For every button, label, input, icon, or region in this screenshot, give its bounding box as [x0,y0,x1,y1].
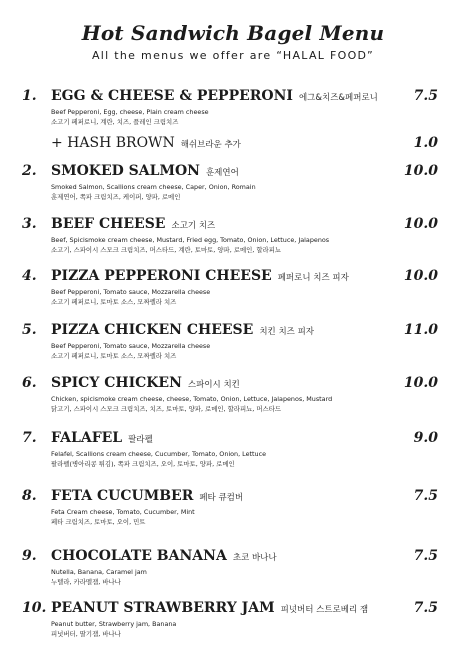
item-description: Peanut butter, Strawberry jam, Banana [51,620,177,628]
item-description: Beef Pepperoni, Egg, cheese, Plain cream cheese [51,108,209,116]
item-description-korean: 소고기 페퍼로니, 계란, 치즈, 플레인 크림치즈 [51,118,179,126]
item-number: 2. [22,163,37,179]
item-description: Beef, Spicismoke cream cheese, Mustard, Fried egg, Tomato, Onion, Lettuce, Jalapenos [51,236,330,244]
item-price: 7.5 [413,488,438,504]
item-name: PIZZA CHICKEN CHEESE 치킨 치즈 피자 [51,322,314,338]
item-description-korean: 페타 크림치즈, 토마토, 오이, 민트 [51,518,146,526]
item-price: 10.0 [403,268,438,284]
item-description: Beef Pepperoni, Tomato sauce, Mozzarella cheese [51,342,211,350]
item-name: PIZZA PEPPERONI CHEESE 페퍼로니 치즈 피자 [51,268,349,284]
item-name: SMOKED SALMON 훈제연어 [51,163,239,179]
item-name: PEANUT STRAWBERRY JAM 피넛버터 스트로베리 잼 [51,600,369,616]
item-description-korean: 소고기 페퍼로니, 토마토 소스, 모짜렐라 치즈 [51,352,177,360]
item-name: FALAFEL 팔라펠 [51,430,153,446]
item-price: 11.0 [403,322,438,338]
addon-price: 1.0 [413,135,438,151]
item-description: Felafel, Scallions cream cheese, Cucumber, Tomato, Onion, Lettuce [51,450,267,458]
item-name-korean: 에그&치즈&페퍼로니 [298,93,378,103]
item-name-korean: 페타 큐컴버 [199,493,244,503]
item-number: 5. [22,322,37,338]
item-price: 7.5 [413,88,438,104]
item-price: 7.5 [413,600,438,616]
item-name-korean: 치킨 치즈 피자 [259,327,314,337]
item-description-korean: 누텔라, 카라멜잼, 바나나 [51,578,121,586]
item-description-korean: 피넛버터, 딸기잼, 바나나 [51,630,121,638]
item-name-korean: 소고기 치즈 [171,221,216,231]
menu-title: Hot Sandwich Bagel Menu [81,21,385,45]
item-name-korean: 피넛버터 스트로베리 잼 [280,605,369,615]
item-description: Feta Cream cheese, Tomato, Cucumber, Mint [51,508,195,516]
item-name-korean: 페퍼로니 치즈 피자 [277,273,349,283]
item-price: 7.5 [413,548,438,564]
item-description-korean: 훈제연어, 쪽파 크림치즈, 케이퍼, 양파, 로메인 [51,193,181,201]
menu-subtitle: All the menus we offer are “HALAL FOOD” [91,49,375,62]
item-name: SPICY CHICKEN 스파이시 치킨 [51,375,240,391]
item-description-korean: 팔라펠(병아리콩 튀김), 쪽파 크림치즈, 오이, 토마토, 양파, 로메인 [51,460,235,468]
item-name: EGG & CHEESE & PEPPERONI 에그&치즈&페퍼로니 [51,88,378,104]
item-name-korean: 팔라펠 [128,435,153,445]
item-description: Beef Pepperoni, Tomato sauce, Mozzarella cheese [51,288,211,296]
item-description: Nutella, Banana, Caramel jam [51,568,147,576]
item-description-korean: 닭고기, 스파이시 스모크 크림치즈, 치즈, 토마토, 양파, 로메인, 할라피뇨, 머스타드 [51,405,282,413]
item-description-korean: 소고기 페퍼로니, 토마토 소스, 모짜렐라 치즈 [51,298,177,306]
addon-name-korean: 해쉬브라운 추가 [180,140,241,150]
item-name-korean: 훈제연어 [205,168,239,178]
item-name-korean: 스파이시 치킨 [187,380,240,390]
item-number: 8. [22,488,37,504]
item-price: 10.0 [403,375,438,391]
item-number: 1. [22,88,37,104]
item-price: 10.0 [403,216,438,232]
item-name: BEEF CHEESE 소고기 치즈 [51,216,216,232]
item-number: 6. [22,375,37,391]
item-number: 4. [22,268,37,284]
item-number: 7. [22,430,37,446]
item-description: Chicken, spicismoke cream cheese, cheese, Tomato, Onion, Lettuce, Jalapenos, Mustard [51,395,333,403]
item-name: FETA CUCUMBER 페타 큐컴버 [51,488,244,504]
item-price: 10.0 [403,163,438,179]
item-number: 9. [22,548,37,564]
item-description: Smoked Salmon, Scallions cream cheese, Caper, Onion, Romain [51,183,256,191]
addon-name: + HASH BROWN 해쉬브라운 추가 [51,135,241,151]
item-number: 10. [22,600,47,616]
item-description-korean: 소고기, 스파이시 스모크 크림치즈, 머스타드, 계란, 토마토, 양파, 로메인, 할라피뇨 [51,246,282,254]
item-number: 3. [22,216,37,232]
item-name-korean: 초코 바나나 [232,553,277,563]
item-price: 9.0 [413,430,438,446]
item-name: CHOCOLATE BANANA 초코 바나나 [51,548,277,564]
